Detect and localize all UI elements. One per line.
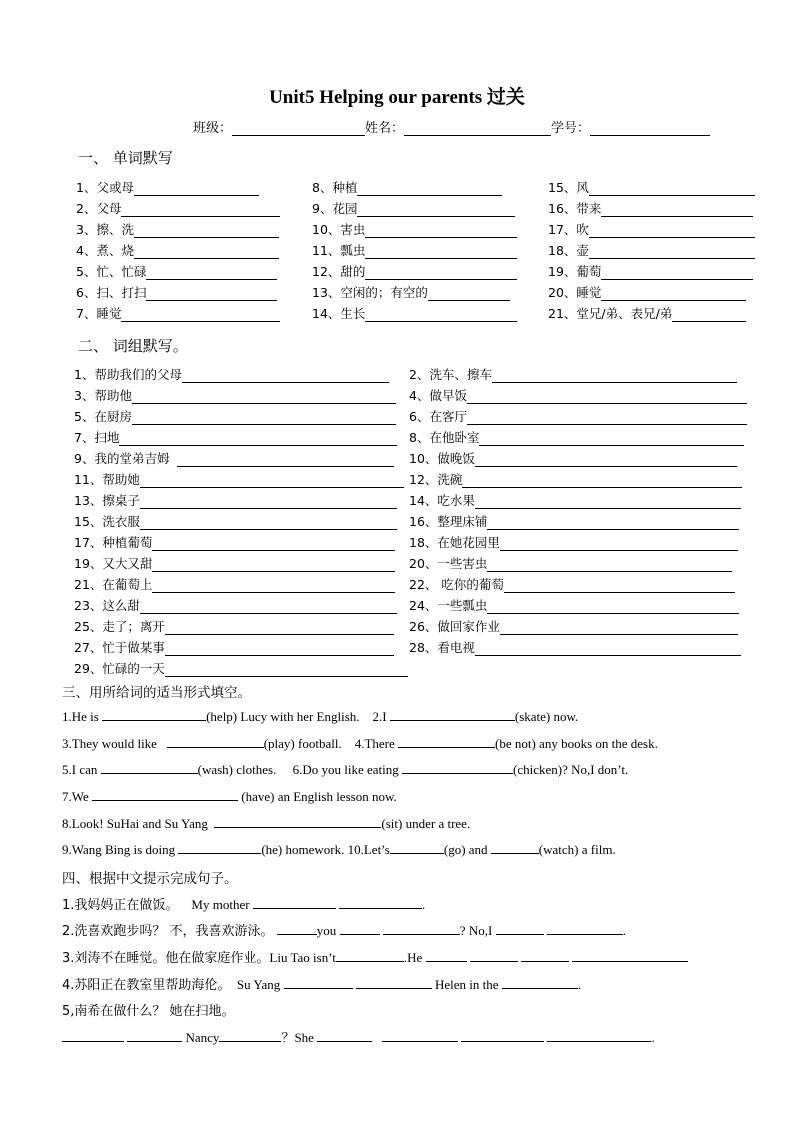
answer-blank[interactable] xyxy=(487,557,732,572)
translate-question-row: 1.我妈妈正在做饭。 My mother . xyxy=(62,897,426,913)
answer-blank[interactable] xyxy=(102,708,206,721)
answer-blank[interactable] xyxy=(601,202,753,217)
answer-blank[interactable] xyxy=(340,922,380,935)
answer-blank[interactable] xyxy=(492,368,737,383)
translate-question-row: 3.刘涛不在睡觉。他在做家庭作业。Liu Tao isn’t .He xyxy=(62,947,688,966)
section1-heading: 一、 单词默写 xyxy=(78,149,173,167)
list-item: 18、壶 xyxy=(548,242,755,259)
answer-blank[interactable] xyxy=(462,473,742,488)
list-item: 26、做回家作业 xyxy=(409,618,738,635)
answer-blank[interactable] xyxy=(461,1029,544,1042)
answer-blank[interactable] xyxy=(467,389,747,404)
list-item: 3、擦、洗 xyxy=(76,221,279,238)
list-item: 16、带来 xyxy=(548,200,753,217)
list-item: 10、做晚饭 xyxy=(409,450,737,467)
list-item: 16、整理床铺 xyxy=(409,513,739,530)
list-item: 7、扫地 xyxy=(74,429,397,446)
list-item: 1、帮助我们的父母 xyxy=(74,366,389,383)
list-item: 8、在他卧室 xyxy=(409,429,744,446)
answer-blank[interactable] xyxy=(491,841,539,854)
list-item: 25、走了；离开 xyxy=(74,618,394,635)
list-item: 9、花园 xyxy=(312,200,515,217)
answer-blank[interactable] xyxy=(475,452,737,467)
answer-blank[interactable] xyxy=(487,599,739,614)
list-item: 6、扫、打扫 xyxy=(76,284,277,301)
name-blank[interactable] xyxy=(404,122,551,136)
list-item: 6、在客厅 xyxy=(409,408,747,425)
list-item: 5、忙、忙碌 xyxy=(76,263,277,280)
list-item: 4、煮、烧 xyxy=(76,242,279,259)
answer-blank[interactable] xyxy=(92,788,238,801)
answer-blank[interactable] xyxy=(365,223,517,238)
answer-blank[interactable] xyxy=(165,662,408,677)
id-blank[interactable] xyxy=(590,122,710,136)
list-item: 13、空闲的；有空的 xyxy=(312,284,510,301)
answer-blank[interactable] xyxy=(479,431,744,446)
answer-blank[interactable] xyxy=(132,410,396,425)
answer-blank[interactable] xyxy=(134,223,279,238)
answer-blank[interactable] xyxy=(127,1029,182,1042)
list-item: 3、帮助他 xyxy=(74,387,396,404)
list-item: 29、忙碌的一天 xyxy=(74,660,408,677)
answer-blank[interactable] xyxy=(165,641,394,656)
list-item: 15、洗衣服 xyxy=(74,513,397,530)
answer-blank[interactable] xyxy=(547,1029,651,1042)
answer-blank[interactable] xyxy=(672,307,746,322)
answer-blank[interactable] xyxy=(132,389,396,404)
answer-blank[interactable] xyxy=(182,368,389,383)
fill-question-row: 7.We (have) an English lesson now. xyxy=(62,789,397,804)
worksheet-title: Unit5 Helping our parents 过关 xyxy=(269,87,525,108)
answer-blank[interactable] xyxy=(572,949,688,962)
list-item: 11、瓢虫 xyxy=(312,242,517,259)
translate-question-row: 2.洗喜欢跑步吗？ 不，我喜欢游泳。 you ? No,I . xyxy=(62,923,627,939)
answer-blank[interactable] xyxy=(167,735,264,748)
answer-blank[interactable] xyxy=(178,841,261,854)
answer-blank[interactable] xyxy=(152,578,395,593)
list-item: 2、父母 xyxy=(76,200,280,217)
answer-blank[interactable] xyxy=(589,244,755,259)
list-item: 19、葡萄 xyxy=(548,263,753,280)
answer-blank[interactable] xyxy=(152,557,395,572)
answer-blank[interactable] xyxy=(500,536,738,551)
answer-blank[interactable] xyxy=(146,265,277,280)
section3-heading: 三、用所给词的适当形式填空。 xyxy=(62,685,251,701)
answer-blank[interactable] xyxy=(121,202,280,217)
translate-question-row: 5,南希在做什么？ 她在扫地。 xyxy=(62,1004,235,1019)
list-item: 17、种植葡萄 xyxy=(74,534,395,551)
list-item: 21、堂兄/弟、表兄/弟 xyxy=(548,305,746,322)
answer-blank[interactable] xyxy=(219,1029,281,1042)
fill-question-row: 5.I can (wash) clothes. 6.Do you like eating (chicken)? No,I don’t. xyxy=(62,762,629,777)
answer-blank[interactable] xyxy=(426,949,467,962)
list-item: 23、这么甜 xyxy=(74,597,397,614)
answer-blank[interactable] xyxy=(547,922,623,935)
list-item: 27、忙于做某事 xyxy=(74,639,394,656)
fill-question-row: 9.Wang Bing is doing (he) homework. 10.Let’s (go) and (watch) a film. xyxy=(62,842,616,857)
class-blank[interactable] xyxy=(232,122,365,136)
answer-blank[interactable] xyxy=(119,431,397,446)
answer-blank[interactable] xyxy=(365,307,517,322)
answer-blank[interactable] xyxy=(589,181,755,196)
answer-blank[interactable] xyxy=(390,841,444,854)
answer-blank[interactable] xyxy=(383,922,460,935)
answer-blank[interactable] xyxy=(601,265,753,280)
answer-blank[interactable] xyxy=(121,307,280,322)
answer-blank[interactable] xyxy=(589,223,755,238)
answer-blank[interactable] xyxy=(502,976,578,989)
list-item: 12、甜的 xyxy=(312,263,517,280)
answer-blank[interactable] xyxy=(398,735,495,748)
translate-question-row: 4.苏阳正在教室里帮助海伦。 Su Yang Helen in the . xyxy=(62,977,582,993)
translate-question-row: Nancy ？She . xyxy=(62,1027,655,1046)
id-label: 学号： xyxy=(551,121,591,136)
list-item: 9、我的堂弟吉姆 xyxy=(74,450,394,467)
list-item: 8、种植 xyxy=(312,179,502,196)
list-item: 4、做早饭 xyxy=(409,387,747,404)
list-item: 18、在她花园里 xyxy=(409,534,738,551)
list-item: 2、洗车、擦车 xyxy=(409,366,737,383)
list-item: 24、一些瓢虫 xyxy=(409,597,739,614)
answer-blank[interactable] xyxy=(336,949,404,962)
list-item: 12、洗碗 xyxy=(409,471,742,488)
section2-heading: 二、 词组默写。 xyxy=(78,337,188,355)
answer-blank[interactable] xyxy=(487,515,739,530)
list-item: 7、睡觉 xyxy=(76,305,280,322)
answer-blank[interactable] xyxy=(504,578,735,593)
answer-blank[interactable] xyxy=(402,761,513,774)
answer-blank[interactable] xyxy=(357,202,515,217)
list-item: 17、吹 xyxy=(548,221,755,238)
list-item: 21、在葡萄上 xyxy=(74,576,395,593)
fill-question-row: 1.He is (help) Lucy with her English. 2.I (skate) now. xyxy=(62,709,579,724)
answer-blank[interactable] xyxy=(521,949,569,962)
answer-blank[interactable] xyxy=(152,536,395,551)
answer-blank[interactable] xyxy=(500,620,738,635)
list-item: 10、害虫 xyxy=(312,221,517,238)
answer-blank[interactable] xyxy=(277,922,317,935)
answer-blank[interactable] xyxy=(101,761,198,774)
list-item: 20、睡觉 xyxy=(548,284,746,301)
answer-blank[interactable] xyxy=(496,922,544,935)
answer-blank[interactable] xyxy=(601,286,746,301)
student-info-row xyxy=(193,117,710,136)
answer-blank[interactable] xyxy=(140,515,397,530)
answer-blank[interactable] xyxy=(317,1029,372,1042)
answer-blank[interactable] xyxy=(475,494,741,509)
answer-blank[interactable] xyxy=(140,494,397,509)
list-item: 13、擦桌子 xyxy=(74,492,397,509)
answer-blank[interactable] xyxy=(146,286,277,301)
fill-question-row: 8.Look! SuHai and Su Yang (sit) under a tree. xyxy=(62,816,471,831)
answer-blank[interactable] xyxy=(365,244,517,259)
class-label: 班级： xyxy=(193,121,233,136)
list-item: 15、风 xyxy=(548,179,755,196)
section4-heading: 四、根据中文提示完成句子。 xyxy=(62,871,238,887)
answer-blank[interactable] xyxy=(177,452,394,467)
answer-blank[interactable] xyxy=(470,949,518,962)
list-item: 14、吃水果 xyxy=(409,492,741,509)
list-item: 28、看电视 xyxy=(409,639,741,656)
answer-blank[interactable] xyxy=(475,641,741,656)
list-item: 22、 吃你的葡萄 xyxy=(409,576,735,593)
answer-blank[interactable] xyxy=(140,473,404,488)
answer-blank[interactable] xyxy=(284,976,353,989)
answer-blank[interactable] xyxy=(165,620,394,635)
answer-blank[interactable] xyxy=(365,265,517,280)
answer-blank[interactable] xyxy=(339,896,422,909)
list-item: 5、在厨房 xyxy=(74,408,396,425)
list-item: 20、一些害虫 xyxy=(409,555,732,572)
answer-blank[interactable] xyxy=(356,976,432,989)
answer-blank[interactable] xyxy=(382,1029,458,1042)
fill-question-row: 3.They would like (play) football. 4.There (be not) any books on the desk. xyxy=(62,736,658,751)
list-item: 14、生长 xyxy=(312,305,517,322)
answer-blank[interactable] xyxy=(134,244,279,259)
answer-blank[interactable] xyxy=(390,708,515,721)
list-item: 19、又大又甜 xyxy=(74,555,395,572)
answer-blank[interactable] xyxy=(140,599,397,614)
answer-blank[interactable] xyxy=(62,1029,124,1042)
list-item: 1、父或母 xyxy=(76,179,259,196)
answer-blank[interactable] xyxy=(253,896,336,909)
answer-blank[interactable] xyxy=(428,286,510,301)
name-label: 姓名： xyxy=(365,121,405,136)
answer-blank[interactable] xyxy=(134,181,259,196)
answer-blank[interactable] xyxy=(214,815,381,828)
answer-blank[interactable] xyxy=(357,181,502,196)
list-item: 11、帮助她 xyxy=(74,471,404,488)
answer-blank[interactable] xyxy=(467,410,747,425)
